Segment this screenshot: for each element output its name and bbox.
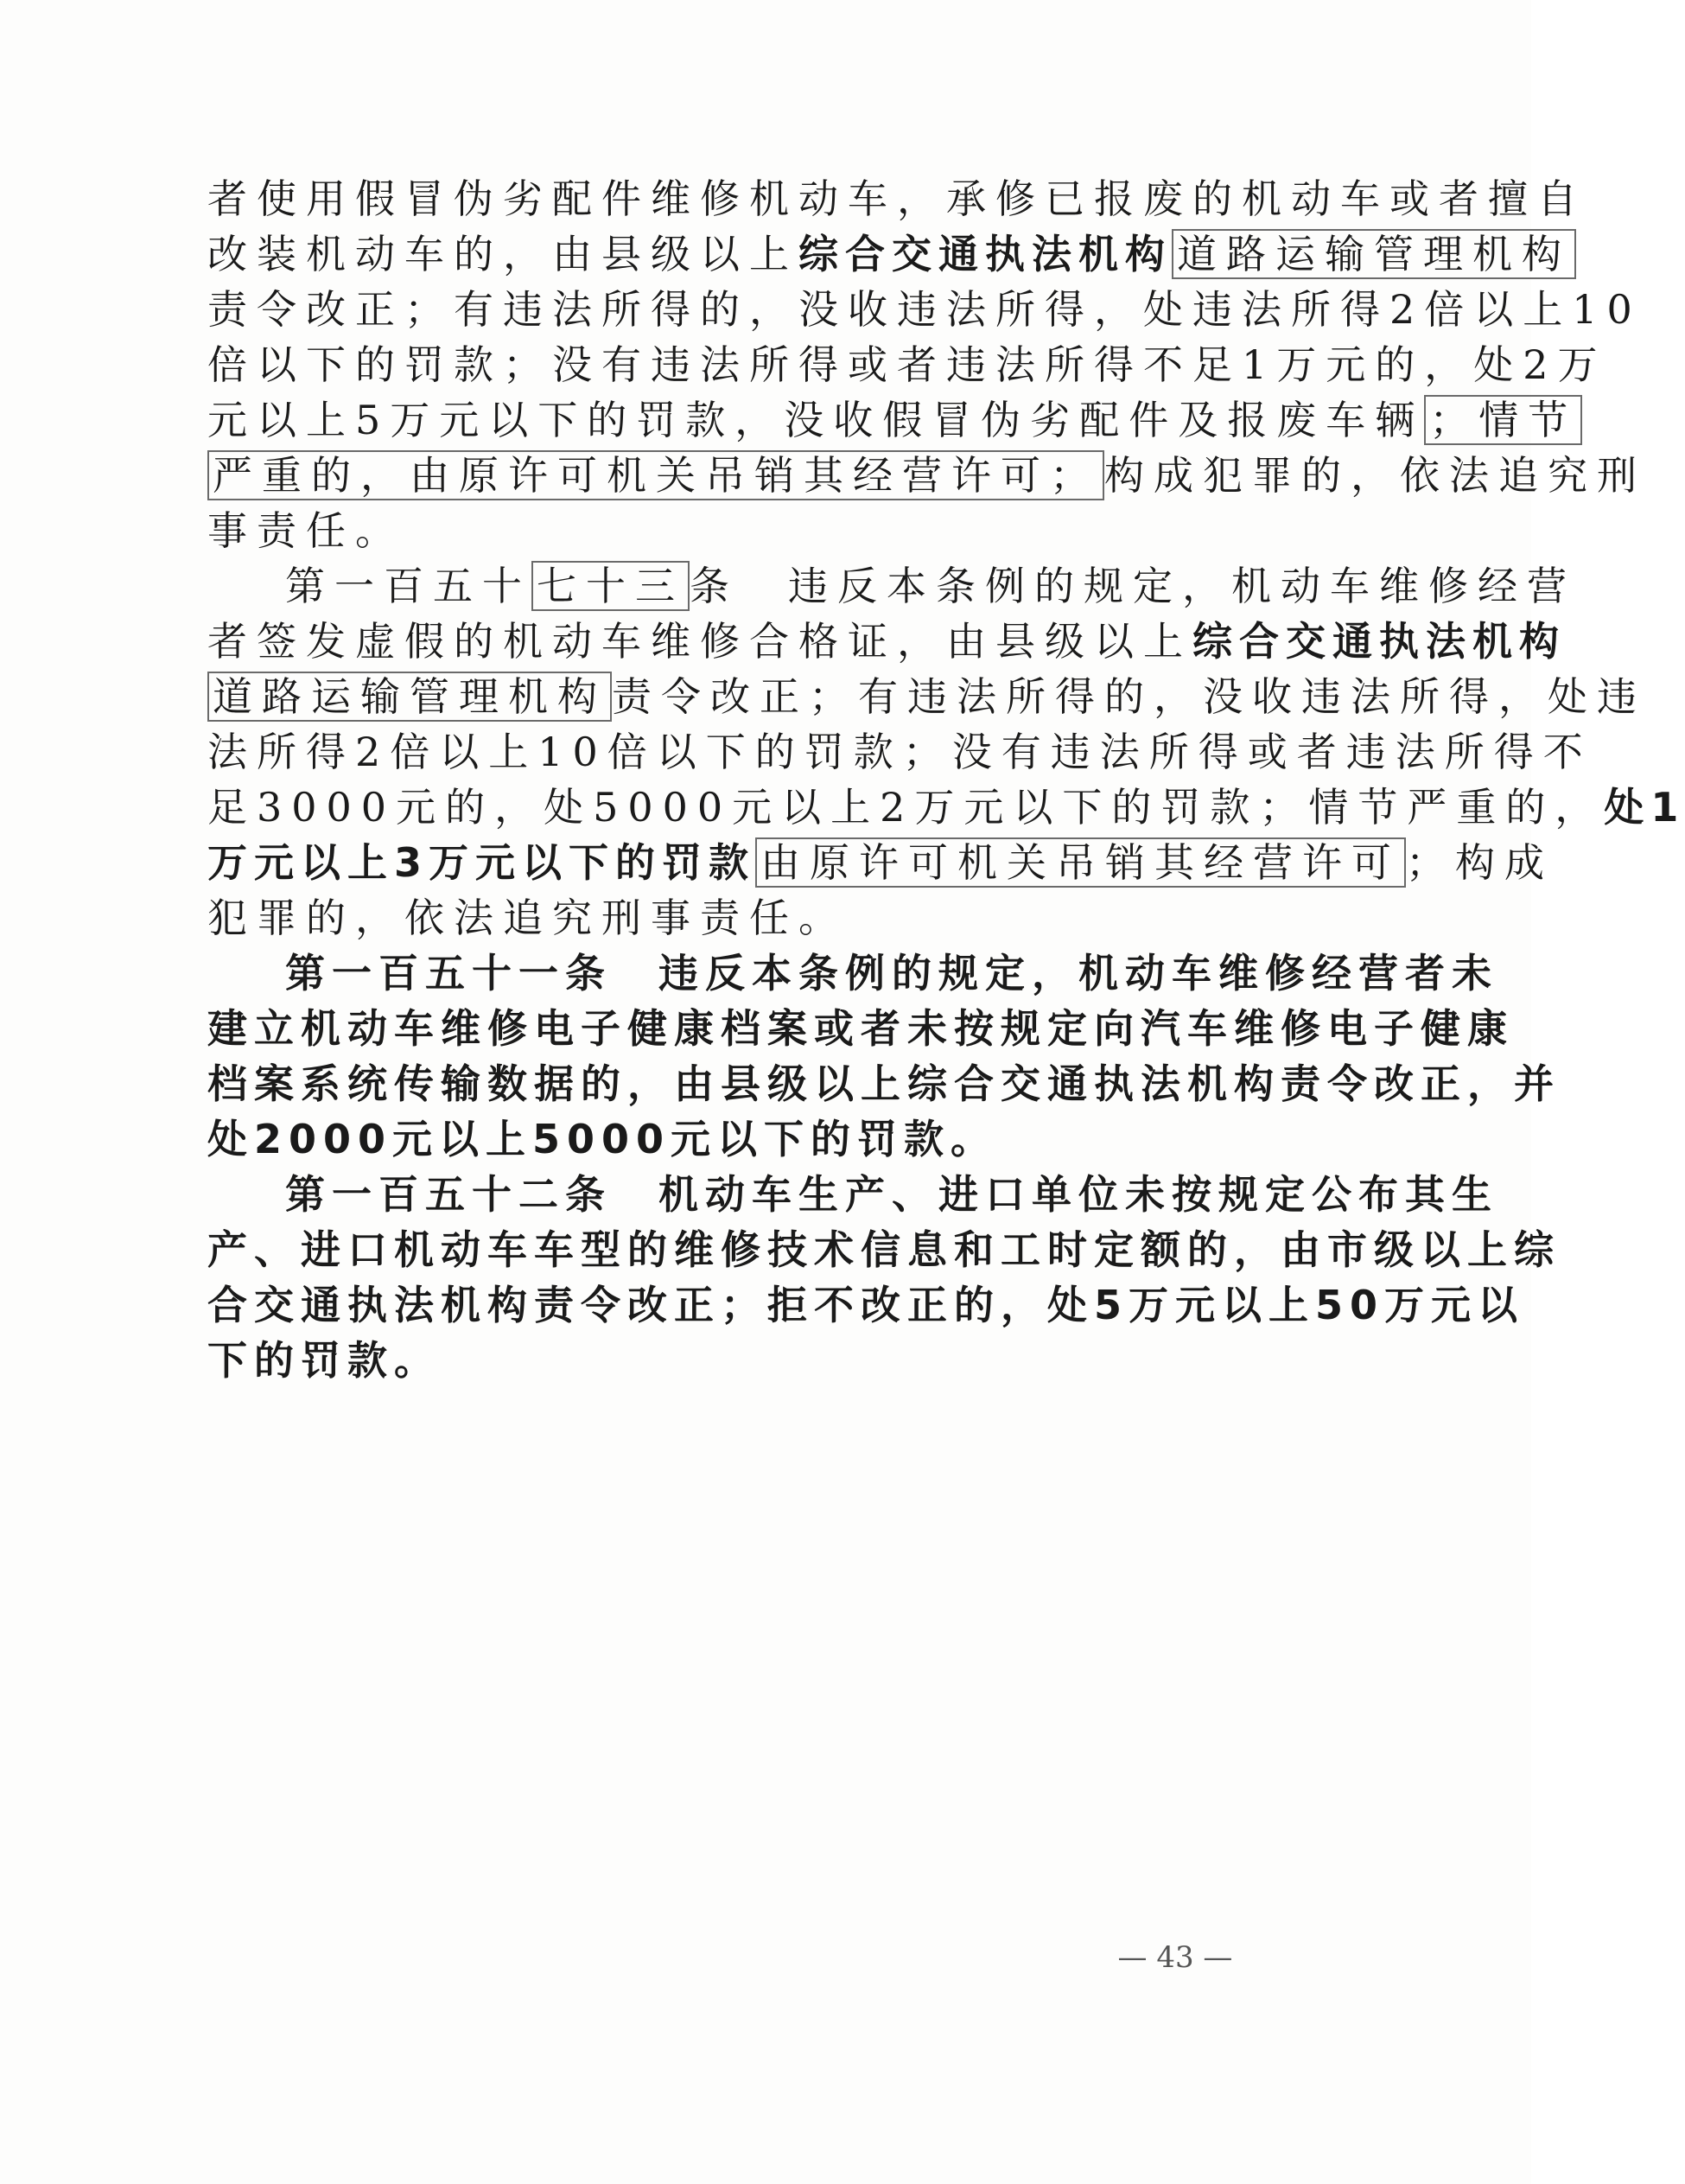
text-segment: 处2000元以上5000元以下的罚款。 <box>207 1116 998 1162</box>
text-segment: 建立机动车维修电子健康档案或者未按规定向汽车维修电子健康 <box>207 1005 1514 1052</box>
struck-boxed-text: 道路运输管理机构 <box>207 672 612 722</box>
text-segment: 下的罚款。 <box>207 1337 441 1384</box>
text-segment: 责令改正；有违法所得的，没收违法所得，处违 <box>612 673 1646 720</box>
struck-boxed-text: ；情节 <box>1424 395 1582 445</box>
text-segment: ；构成 <box>1406 839 1555 886</box>
text-segment: 第一百五十 <box>285 563 531 609</box>
struck-boxed-text: 严重的，由原许可机关吊销其经营许可； <box>207 450 1104 500</box>
text-segment: 合交通执法机构责令改正；拒不改正的，处5万元以上50万元以 <box>207 1282 1525 1328</box>
text-segment: 改装机动车的，由县级以上 <box>207 231 798 277</box>
page-number: — 43 — <box>1117 1940 1233 1975</box>
text-segment: 第一百五十一条 违反本条例的规定，机动车维修经营者未 <box>285 950 1498 996</box>
text-segment: 倍以下的罚款；没有违法所得或者违法所得不足1万元的，处2万 <box>207 341 1607 388</box>
text-segment: 条 违反本条例的规定，机动车维修经营 <box>690 563 1576 609</box>
struck-boxed-text: 道路运输管理机构 <box>1172 229 1576 279</box>
text-segment: 事责任。 <box>207 507 404 554</box>
text-segment: 法所得2倍以上10倍以下的罚款；没有违法所得或者违法所得不 <box>207 729 1593 775</box>
text-segment: 第一百五十二条 机动车生产、进口单位未按规定公布其生 <box>285 1171 1498 1218</box>
text-segment: 元以上5万元以下的罚款，没收假冒伪劣配件及报废车辆 <box>207 397 1425 443</box>
text-segment: 责令改正；有违法所得的，没收违法所得，处违法所得2倍以上10 <box>207 286 1642 333</box>
inserted-bold-text: 处1 <box>1604 784 1685 831</box>
text-segment: 者使用假冒伪劣配件维修机动车，承修已报废的机动车或者擅自 <box>207 175 1586 222</box>
text-segment: 产、进口机动车车型的维修技术信息和工时定额的，由市级以上综 <box>207 1226 1561 1273</box>
text-segment: 构成犯罪的，依法追究刑 <box>1104 452 1646 499</box>
text-line <box>207 1326 1279 1395</box>
inserted-bold-text: 综合交通执法机构 <box>1192 618 1566 665</box>
text-segment: 档案系统传输数据的，由县级以上综合交通执法机构责令改正，并 <box>207 1060 1561 1107</box>
struck-boxed-text: 由原许可机关吊销其经营许可 <box>755 837 1406 888</box>
text-segment: 者签发虚假的机动车维修合格证，由县级以上 <box>207 618 1192 665</box>
text-segment: 足3000元的，处5000元以上2万元以下的罚款；情节严重的， <box>207 784 1605 831</box>
text-segment: 犯罪的，依法追究刑事责任。 <box>207 895 848 941</box>
inserted-bold-text: 万元以上3万元以下的罚款 <box>207 839 756 886</box>
struck-boxed-text: 七十三 <box>531 561 690 611</box>
inserted-bold-text: 综合交通执法机构 <box>798 231 1172 277</box>
